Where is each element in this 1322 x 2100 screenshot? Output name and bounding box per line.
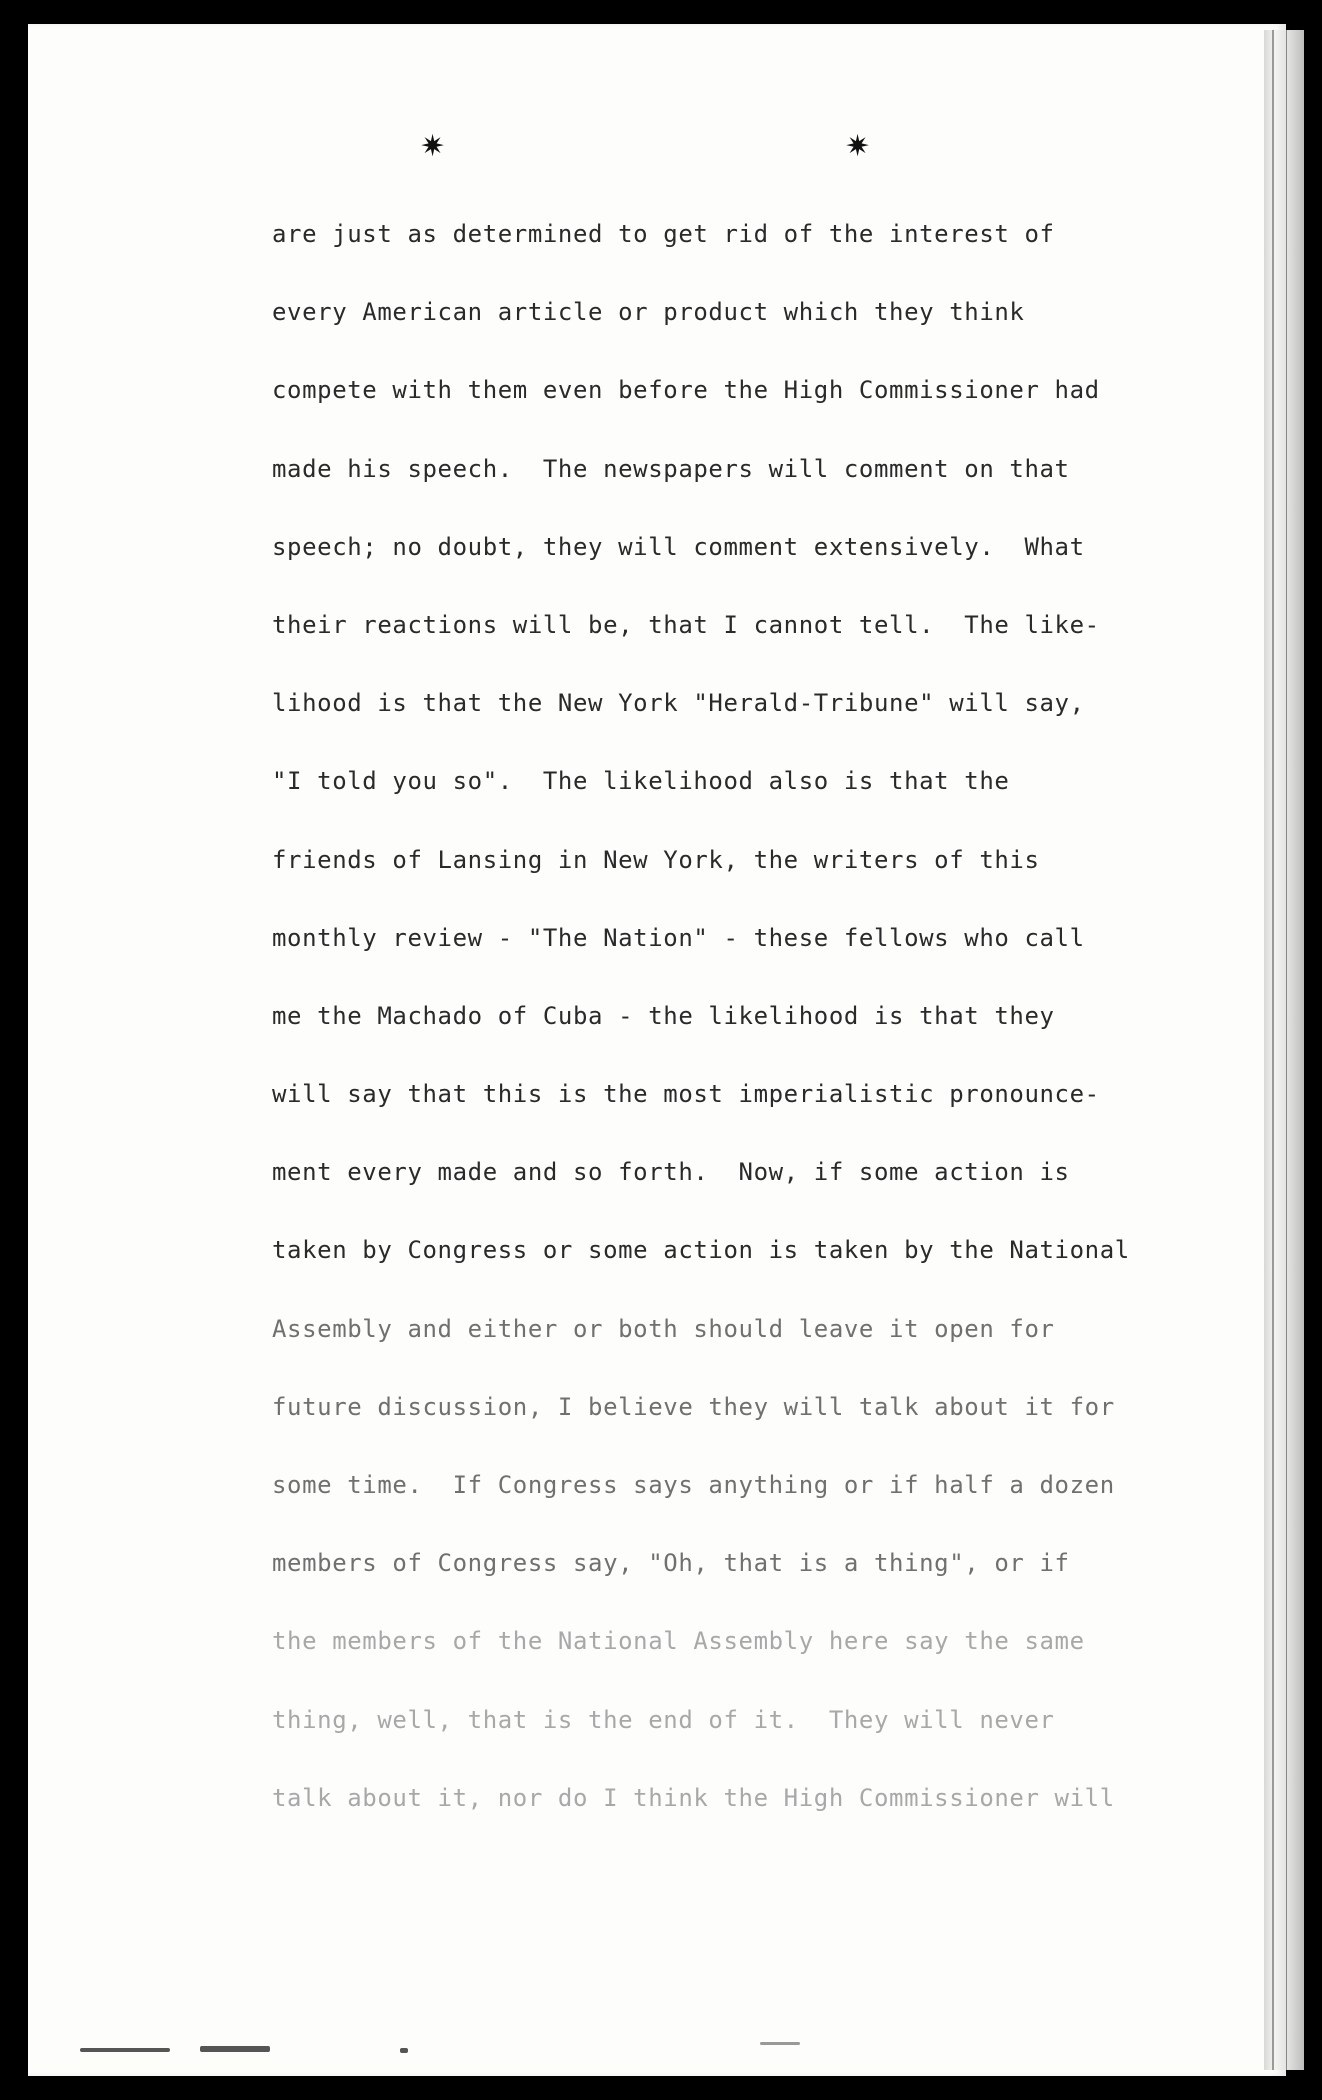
- text-line: will say that this is the most imperialistic pronounce-: [272, 1080, 1100, 1109]
- text-line: monthly review - "The Nation" - these fellows who call: [272, 923, 1085, 952]
- text-line: speech; no doubt, they will comment extensively. What: [272, 532, 1085, 561]
- bottom-scan-artifacts: [40, 2040, 1260, 2076]
- scan-speck: [760, 2042, 800, 2045]
- text-line: ment every made and so forth. Now, if some action is: [272, 1158, 1070, 1187]
- text-line: talk about it, nor do I think the High Commissioner will: [272, 1783, 1115, 1812]
- text-line: the members of the National Assembly here say the same: [272, 1627, 1085, 1656]
- text-line: taken by Congress or some action is taken by the National: [272, 1236, 1130, 1265]
- text-line: me the Machado of Cuba - the likelihood is that they: [272, 1001, 1055, 1030]
- text-line: friends of Lansing in New York, the writers of this: [272, 845, 1040, 874]
- page-edge: [1264, 30, 1304, 2070]
- text-line: members of Congress say, "Oh, that is a thing", or if: [272, 1549, 1070, 1578]
- typed-text: [272, 210, 1172, 1852]
- text-line: lihood is that the New York "Herald-Tribune" will say,: [272, 689, 1085, 718]
- text-line: their reactions will be, that I cannot tell. The like-: [272, 610, 1100, 639]
- text-line: future discussion, I believe they will talk about it for: [272, 1392, 1115, 1421]
- page-mark-right: ✷: [845, 129, 871, 164]
- text-line: made his speech. The newspapers will comment on that: [272, 454, 1070, 483]
- scan-speck: [400, 2048, 408, 2053]
- text-line: compete with them even before the High Commissioner had: [272, 376, 1100, 405]
- text-line: are just as determined to get rid of the interest of: [272, 220, 1055, 248]
- scan-speck: [200, 2046, 270, 2052]
- text-line: Assembly and either or both should leave it open for: [272, 1314, 1055, 1343]
- scan-speck: [80, 2048, 170, 2052]
- text-line: thing, well, that is the end of it. They will never: [272, 1705, 1055, 1734]
- text-line: some time. If Congress says anything or if half a dozen: [272, 1471, 1115, 1499]
- text-line: every American article or product which they think: [272, 298, 1025, 327]
- text-line: "I told you so". The likelihood also is that the: [272, 767, 1010, 796]
- page-mark-left: ✷: [420, 129, 446, 164]
